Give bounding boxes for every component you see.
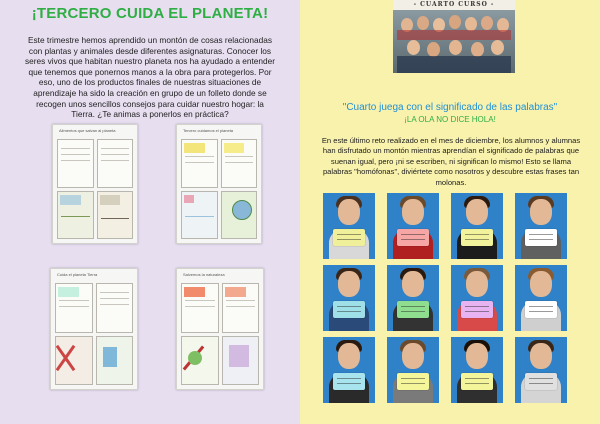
booklet-photo-2	[176, 124, 262, 244]
student-photo	[515, 337, 567, 403]
student-photo	[515, 193, 567, 259]
booklet-title: Tercero cuidamos el planeta	[183, 128, 234, 133]
student-photo	[323, 337, 375, 403]
booklet-title: Salvemos la naturaleza	[183, 272, 225, 277]
student-photo	[387, 265, 439, 331]
class-photo-label: - CUARTO CURSO -	[393, 0, 515, 10]
student-photo	[515, 265, 567, 331]
right-page-heading: "Cuarto juega con el significado de las palabras"	[342, 102, 558, 113]
right-page-subheading: ¡LA OLA NO DICE HOLA!	[404, 115, 496, 124]
right-page-text: En este último reto realizado en el mes de diciembre, los alumnos y alumnas han disfrutado un montón mientras aprendían el significado de palabras que suenan igual, pero ¡ni se escriben, ni significan lo mismo! Esto se llama palabras "homófonas", diviértete como nosotros y descubre estas frases tan molonas.	[321, 136, 581, 187]
booklet-photo-1	[52, 124, 138, 244]
student-photo	[387, 193, 439, 259]
left-page-title: ¡TERCERO CUIDA EL PLANETA!	[31, 5, 269, 22]
student-photo	[323, 193, 375, 259]
student-photo	[323, 265, 375, 331]
class-group-photo	[393, 0, 515, 73]
left-page-text: Este trimestre hemos aprendido un montón de cosas relacionadas con plantas y animales desde diferentes asignaturas. Conocer los seres vivos que habitan nuestro planeta nos ha ayudado a entender que tenemos que ponernos manos a la obra para protegerlos. Por eso, uno de los productos finales de nuestras situaciones de aprendizaje ha sido la creación en grupo de un folleto donde se recogen unos sencillos consejos para cuidar nuestro hogar: la Tierra. ¿Te animas a ponerlos en práctica?	[24, 35, 275, 120]
student-photo	[451, 337, 503, 403]
booklet-photo-4	[176, 268, 264, 390]
booklet-title: Cuida el planeta Tierra	[57, 272, 98, 277]
student-photo	[387, 337, 439, 403]
student-photo	[451, 193, 503, 259]
booklet-title: Alimentos que salvan al planeta	[59, 128, 116, 133]
student-photo	[451, 265, 503, 331]
booklet-photo-3	[50, 268, 138, 390]
